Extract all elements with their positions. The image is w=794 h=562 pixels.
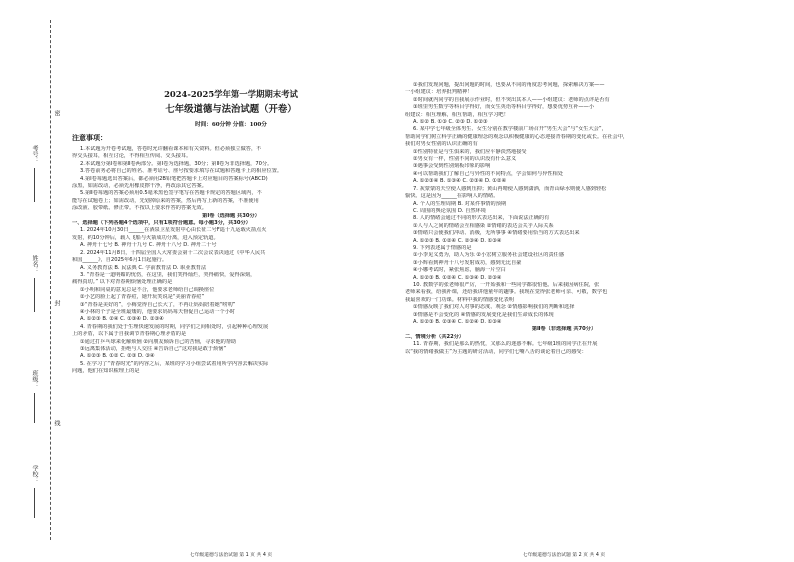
page-1-line: 3.答卷前务必将自己的姓名、准考证号、座号按要求填写在试题和答题卡上的相应位置。 [80, 168, 283, 175]
class-blank [34, 393, 35, 423]
page-2-line: 组建议：相互理解，相互帮助，相互学习吧！ [405, 111, 509, 118]
page-2-line: A. ①②③ B. ②③④ C. ①②④ D. ①③④ [413, 319, 502, 325]
page-1-line: 5. 在学习了“青春时光”的内容之后，某班的学习小组尝试着用所学内容去解决实际 [80, 360, 269, 367]
page-2-line: ④小娜考试时，紧张焦虑，脑海一片空白 [413, 267, 506, 274]
page-1-line: ③远离集体活动，拒绝与人交往 ④告诉自己“这对我是敢于烦恼” [80, 345, 227, 352]
page-1-line: 1. 2024年10月30日______在酒泉卫星发射中心由长征二号F遥十九运载火箭点火 [80, 227, 267, 234]
school-label: 学校： [31, 465, 38, 483]
page-2-line: A. ①② B. ①③ C. ②③ D. ①②③ [413, 119, 488, 126]
page-1-line: A. ①②③ B. ②④ C. ①③④ D. ②③④ [80, 316, 164, 323]
page-1-line: 发射，约10分钟后，载人飞船与火箭成功分离，进入预定轨道。 [72, 234, 219, 241]
page-2-line: A. 个人的生理周期 B. 对某件事情的预期 [413, 200, 507, 207]
page-2-line: ②时间就内同学的自我展示作业时，但不突出其本人——小组建议：老师的点评是否有 [413, 96, 610, 103]
page-2-line: A. ①②③ B. ①②④ C. ①③④ D. ②③④ [413, 274, 502, 281]
name-label: 姓名： [31, 255, 38, 273]
page-1-line: 一、选择题（下列各题4个选项中，只有1项符合题意。每小题3分，共30分） [72, 220, 251, 227]
page-2-line: 7. 灰蒙蒙的天空使人感到压抑；黄山再晴使人感到潇洒，而青山绿水则使人感到轻松 [413, 185, 607, 192]
page-1-line: 4.第Ⅰ卷每题选出答案后，都必须用2B铅笔把答题卡上对应题目的答案标号(ABCD) [80, 175, 268, 182]
page-1-line: 能写在试题卷上；如需改动，先划掉原来的答案，然后再写上新的答案，不准使用 [72, 197, 259, 204]
page-2-line: 愉快。这是因为______在影响人的情绪。 [405, 193, 499, 200]
page-1-line: ③“青春是美好的”，小梅觉得自己长大了，不再让妈妈陪着她“唠叨” [80, 301, 236, 308]
page-2-line: 10. 教数学的张老师很严厉，一开始我和一些同学都很怕他。后来我因病住院，张 [413, 281, 600, 288]
page-2-line: 第Ⅱ卷（非选择题 共70分） [531, 326, 597, 333]
page-1-line: A. 义务教育法 B. 民法典 C. 学前教育法 D. 职业教育法 [80, 264, 207, 271]
page-1-line: 2.本试题分第Ⅰ卷和第Ⅱ卷两部分。第Ⅰ卷为选择题，30分；第Ⅱ卷为非选择题，70分。 [80, 160, 273, 167]
seal-mark-mi: 密 [53, 110, 60, 116]
page-2-line: ③情感是不会变化的 ④情感的发展变化是我们生命成长的体现 [413, 311, 554, 318]
page-1-line: 和国______》，自2025年6月1日起施行。 [72, 257, 168, 264]
seal-mark-xian: 线 [53, 420, 60, 426]
page-2-line: ①性别特征是与生俱来的，我们应平静淡然地接受 [413, 148, 527, 155]
binding-strip [0, 0, 60, 562]
page-2-line: A. ①②③④ B. ①③④ C. ②③④ D. ①②④ [413, 178, 507, 185]
page-1-column [72, 0, 390, 562]
page-2-line: ①人与人之间的情绪会互相感染 ②情绪的表达会关乎人际关系 [413, 222, 554, 229]
page-1-line: 3. “青春是一道明媚的忧伤，在这里，我们笑得灿烂，哭得痛快，爱得深刻， [80, 271, 256, 278]
exam-number-label: 考号： [31, 145, 38, 163]
page-1-line: 得交头接耳，相互讨论，不得相互传阅、交头接耳。 [72, 153, 192, 160]
exam-meta: 时间：60分钟 分值：100分 [195, 122, 267, 128]
page-1-line: 5.第Ⅱ卷每题的答案必须用0.5毫米黑色签字笔写在答题卡规定的答题区域内，不 [80, 190, 262, 197]
exam-title-year: 2024-2025学年第一学期期末考试 [164, 89, 298, 99]
page-1-line: ②小艺的脸上起了青春痘，她开玩笑说是“美丽青春痘” [80, 294, 205, 301]
page-2-line: 一小组建议：培养批判精神！ [405, 89, 473, 96]
name-blank [34, 278, 35, 312]
page-1-line: 涂改液、胶带纸、修正带。不按以上要求作答的答案无效。 [72, 205, 207, 212]
page-2-column [405, 0, 723, 562]
page-2-line: A. ①②③ B. ①②④ C. ②③④ D. ①③④ [413, 237, 502, 244]
notice-heading: 注意事项： [72, 134, 107, 142]
page-1-line: 上的矛盾，以下属于自我调节青春期心理矛盾的是 [72, 331, 187, 338]
seal-line [50, 20, 51, 540]
page-2-line: ④可以帮助我们了解自己与异性的不同特点，学会如何与异性相处 [413, 170, 563, 177]
page-1-line: 第Ⅰ卷（选择题 共30分） [202, 212, 260, 219]
page-1-text [72, 146, 390, 376]
page-2-line: ①我们发现问题，提出问题的时间，也要从不同的角度思考问题，探索解决方案—— [413, 82, 605, 88]
page-2-text [405, 82, 723, 356]
page-1-line: 2. 2024年11月8日，十四届全国人大常委会第十二次会议表决通过《中华人民共 [80, 249, 266, 256]
page-2-line: ①小李见义勇为，助人为乐 ②小宏树立服务社会建设社区的责任感 [413, 252, 565, 259]
page-2-line: 帮助同学们树立科学正确的健康理念的观念以积极健康的心态迎接青春期的变化或长。在社会中， [405, 133, 629, 140]
seal-mark-feng: 封 [53, 300, 60, 306]
page-2-line: 二、情境分析（共22分） [405, 333, 465, 340]
class-label: 班级： [31, 370, 38, 388]
page-2-line: ③遇事会受到性别刻板印象的影响 [413, 163, 491, 170]
page-2-line: 6. 某中学七年级全体男生、女生分别在教学楼前广场召开“男生大会”与“女生大会”， [413, 126, 607, 133]
page-2-line: 11. 青春期，我们是那么的热忱，又那么的迷惑不解。七年级1班的同学正在开展 [413, 341, 598, 348]
page-2-line: C. 周围的舆论氛围 D. 自然环境 [413, 207, 486, 214]
page-1-line: 4. 青春期的我们处于生理快速发展的时期，同学们之间相处时，引起种种心理发展 [80, 323, 269, 330]
page-2-line: ③班里男生数学等科目学得好，而女生英语等科目学得好，想要优势互补——小 [413, 104, 595, 111]
page-1-line: 涂黑，如需改动，必须先用橡皮擦干净，再改涂其它答案。 [72, 183, 207, 190]
page-2-line: 我最喜欢的一门功课。材料中我的情感变化表明 [405, 296, 514, 303]
page-1-line: A. 神舟十七号 B. 神舟十九号 C. 神舟十八号 D. 神舟二十号 [80, 242, 217, 249]
page-2-line: ②男女有一样，性别不同的认识没有什么意义 [413, 156, 517, 163]
page-2-line: 以“我的情绪我做主”为主题的研讨活动，同学们七嘴八舌的谈论着自己的感受： [405, 348, 587, 355]
school-blank [34, 488, 35, 518]
page-1-line: 痛得真切。” 以下对青春期烦恼处理正确的是 [72, 279, 173, 286]
page-2-line: 9. 下列表述属于情感的是 [413, 244, 472, 251]
page-2-line: ③情绪只会使我们冲动、消极，无所事事 ④情绪要用恰当的方式表达出来 [413, 230, 580, 237]
page-1-line: A. ①②③ B. ①② C. ②③ D. ③④ [80, 353, 155, 360]
exam-title-subject: 七年级道德与法治试题（开卷） [165, 104, 297, 115]
page-2-line: 老师来看我，给我补课，还给我讲他童年的趣事。我现在觉得张老师可亲、可敬，数学也 [405, 289, 608, 296]
exam-number-blank [34, 168, 35, 202]
page-2-line: ③小辉看到神舟十八号发射成功，感到无比自豪 [413, 259, 522, 266]
page-2-line: ①情感反映了我们对人对事的态度、观念 ②情感影响我们的判断和选择 [413, 304, 575, 311]
page-1-footer: 七年级道德与法治试题 第 1 页 共 4 页 [189, 552, 273, 558]
page-1-line: ①通过打乒乓球来化解烦恼 ②向朋友倾诉自己的苦恼，寻求他的帮助 [80, 338, 237, 345]
page-2-line: 8. 人的情绪会通过不同的形式表达出来，下面说法正确的有 [413, 215, 550, 222]
page-2-line: 我们对男女性别的认识正确的有 [405, 141, 478, 148]
page-1-line: 问题，他们在知识梳理上的是 [72, 368, 140, 375]
page-1-line: 1.本试题为开卷考试题，答卷时允许翻看课本和有关资料。但必须独立做答，不 [80, 146, 262, 152]
page-1-line: ①小明和同桌的意见总是不合，他要求老师给自己调换座位 [80, 286, 215, 293]
page-1-line: ④小林的个子是全班最矮的，他要求妈妈每天督促自己运动一个小时 [80, 308, 236, 315]
page-2-footer: 七年级道德与法治试题 第 2 页 共 4 页 [522, 552, 606, 558]
